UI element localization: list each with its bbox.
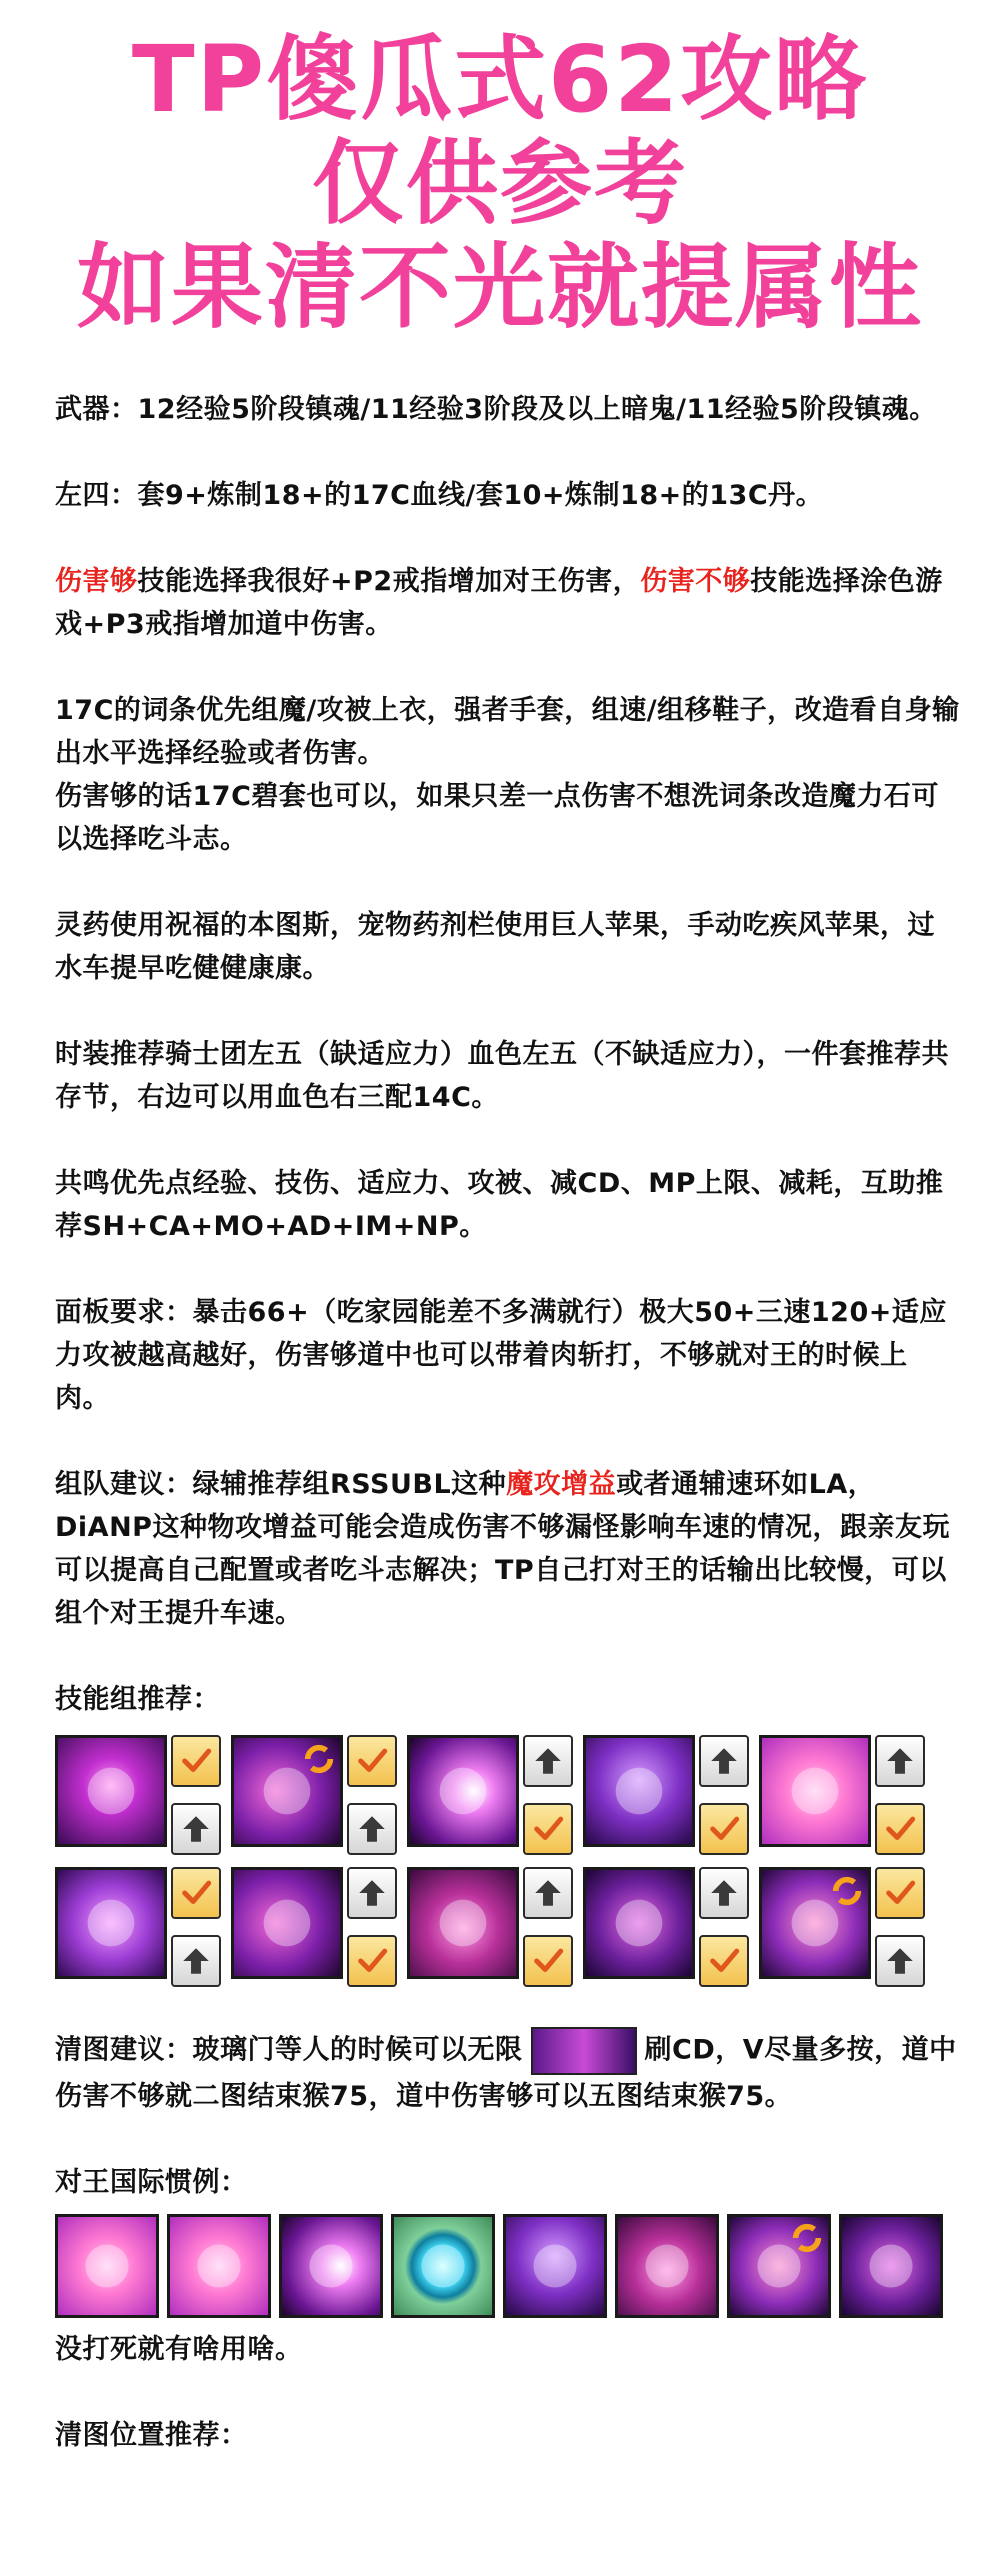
clear-post: 刷CD，V尽量多按，道中伤害不够就二图结束猴75，道中伤害够可以五图结束猴75。 bbox=[55, 2034, 957, 2112]
skill-unit bbox=[55, 1867, 223, 1987]
pink-ghost-skill-icon bbox=[407, 1867, 519, 1979]
check-mark-icon bbox=[875, 1867, 925, 1919]
skill-unit bbox=[55, 1735, 223, 1855]
skill-mark-column bbox=[523, 1735, 575, 1855]
purple-burst-skill-icon bbox=[55, 1735, 167, 1847]
upgrade-arrow-icon bbox=[171, 1935, 221, 1987]
skill-unit bbox=[759, 1867, 927, 1987]
skill-grid bbox=[55, 1735, 960, 1987]
swap-arrows-icon bbox=[302, 1742, 336, 1776]
damage-enough-highlight: 伤害够 bbox=[55, 566, 138, 597]
boss-header: 对王国际惯例： bbox=[55, 2167, 248, 2198]
team-pre: 组队建议：绿辅推荐组RSSUBL这种 bbox=[55, 1469, 507, 1500]
title-block bbox=[0, 0, 1000, 340]
upgrade-arrow-icon bbox=[171, 1803, 221, 1855]
team-paragraph bbox=[55, 1463, 960, 1635]
skill-choice-mid: 技能选择我很好+P2戒指增加对王伤害， bbox=[137, 566, 641, 597]
dark-jump-skill-icon bbox=[583, 1735, 695, 1847]
cyan-orb-item-icon bbox=[391, 2214, 495, 2318]
skill-mark-column bbox=[699, 1867, 751, 1987]
boss-skill-row bbox=[55, 2214, 960, 2318]
affix-line-1: 17C的词条优先组魔/攻被上衣，强者手套，组速/组移鞋子，改造看自身输出水平选择经验或者伤害。 bbox=[55, 695, 960, 769]
clear-pre: 清图建议：玻璃门等人的时候可以无限 bbox=[55, 2034, 523, 2066]
check-mark-icon bbox=[875, 1803, 925, 1855]
fashion-paragraph: 时装推荐骑士团左五（缺适应力）血色左五（不缺适应力），一件套推荐共存节，右边可以用血色右三配14C。 bbox=[55, 1039, 949, 1113]
figure-dash-skill-icon bbox=[231, 1735, 343, 1847]
upgrade-arrow-icon bbox=[875, 1735, 925, 1787]
resonance-paragraph: 共鸣优先点经验、技伤、适应力、攻被、减CD、MP上限、减耗，互助推荐SH+CA+MO+AD+IM+NP。 bbox=[55, 1168, 944, 1242]
check-mark-icon bbox=[171, 1867, 221, 1919]
skill-mark-column bbox=[699, 1735, 751, 1855]
dark-jump-skill-icon bbox=[503, 2214, 607, 2318]
weapon-paragraph: 武器：12经验5阶段镇魂/11经验3阶段及以上暗鬼/11经验5阶段镇魂。 bbox=[55, 394, 937, 425]
dark-cat-skill-icon bbox=[727, 2214, 831, 2318]
left4-paragraph: 左四：套9+炼制18+的17C血线/套10+炼制18+的13C丹。 bbox=[55, 480, 824, 511]
witch-skull-skill-icon bbox=[839, 2214, 943, 2318]
title-line-2: 仅供参考 bbox=[311, 130, 688, 237]
title-line-1: TP傻瓜式62攻略 bbox=[131, 26, 869, 133]
check-mark-icon bbox=[347, 1735, 397, 1787]
upgrade-arrow-icon bbox=[699, 1867, 749, 1919]
guide-content bbox=[55, 388, 960, 2500]
skill-row bbox=[55, 1867, 960, 1987]
check-mark-icon bbox=[523, 1935, 573, 1987]
check-mark-icon bbox=[171, 1735, 221, 1787]
upgrade-arrow-icon bbox=[347, 1803, 397, 1855]
panel-paragraph: 面板要求：暴击66+（吃家园能差不多满就行）极大50+三速120+适应力攻被越高越好，伤害够道中也可以带着肉斩打，不够就对王的时候上肉。 bbox=[55, 1297, 947, 1414]
skill-unit bbox=[759, 1735, 927, 1855]
skill-unit bbox=[231, 1867, 399, 1987]
skill-mark-column bbox=[171, 1867, 223, 1987]
swap-arrows-icon bbox=[830, 1874, 864, 1908]
skill-choice-paragraph bbox=[55, 560, 960, 646]
check-mark-icon bbox=[347, 1935, 397, 1987]
check-mark-icon bbox=[699, 1935, 749, 1987]
skill-choice-end: 技能选择涂色游戏+P3戒指增加道中伤害。 bbox=[55, 566, 943, 640]
skill-row bbox=[55, 1735, 960, 1855]
skill-unit bbox=[583, 1867, 751, 1987]
skill-unit bbox=[407, 1867, 575, 1987]
title-line-3: 如果清不光就提属性 bbox=[76, 234, 923, 341]
skill-mark-column bbox=[347, 1735, 399, 1855]
pink-ghost-skill-icon bbox=[615, 2214, 719, 2318]
clear-paragraph bbox=[55, 2027, 960, 2118]
affix-line-2: 伤害够的话17C碧套也可以，如果只差一点伤害不想洗词条改造魔力石可以选择吃斗志。 bbox=[55, 781, 939, 855]
upgrade-arrow-icon bbox=[699, 1735, 749, 1787]
pink-creature-skill-icon bbox=[759, 1735, 871, 1847]
damage-not-enough-highlight: 伤害不够 bbox=[640, 566, 751, 597]
upgrade-arrow-icon bbox=[347, 1867, 397, 1919]
skill-mark-column bbox=[347, 1867, 399, 1987]
pink-trees-skill-icon bbox=[55, 1867, 167, 1979]
boss-note: 没打死就有啥用啥。 bbox=[55, 2334, 303, 2365]
skill-unit bbox=[407, 1735, 575, 1855]
affix-paragraph bbox=[55, 689, 960, 861]
dancer-spiral-skill-icon bbox=[279, 2214, 383, 2318]
swap-arrows-icon bbox=[790, 2221, 824, 2255]
skill-unit bbox=[583, 1735, 751, 1855]
check-mark-icon bbox=[523, 1803, 573, 1855]
skill-mark-column bbox=[171, 1735, 223, 1855]
team-post: 或者通辅速环如LA，DiANP这种物攻增益可能会造成伤害不够漏怪影响车速的情况，跟亲友玩可以提高自己配置或者吃斗志解决；TP自己打对王的话输出比较慢，可以组个对王提升车速。 bbox=[55, 1469, 950, 1629]
skill-mark-column bbox=[523, 1867, 575, 1987]
skill-mark-column bbox=[875, 1735, 927, 1855]
skill-group-header: 技能组推荐： bbox=[55, 1684, 220, 1715]
inline-skill-pair-icon bbox=[531, 2027, 637, 2075]
magic-buff-highlight: 魔攻增益 bbox=[506, 1469, 617, 1500]
graffiti-skill-icon bbox=[231, 1867, 343, 1979]
upgrade-arrow-icon bbox=[523, 1735, 573, 1787]
check-mark-icon bbox=[699, 1803, 749, 1855]
pink-creature-skill-icon bbox=[167, 2214, 271, 2318]
skill-unit bbox=[231, 1735, 399, 1855]
upgrade-arrow-icon bbox=[875, 1935, 925, 1987]
potion-paragraph: 灵药使用祝福的本图斯，宠物药剂栏使用巨人苹果，手动吃疾风苹果，过水车提早吃健健康康。 bbox=[55, 910, 935, 984]
pink-creature-skill-icon bbox=[55, 2214, 159, 2318]
upgrade-arrow-icon bbox=[523, 1867, 573, 1919]
dark-cat-skill-icon bbox=[759, 1867, 871, 1979]
witch-skull-skill-icon bbox=[583, 1867, 695, 1979]
skill-mark-column bbox=[875, 1867, 927, 1987]
dancer-spiral-skill-icon bbox=[407, 1735, 519, 1847]
position-header: 清图位置推荐： bbox=[55, 2420, 248, 2451]
